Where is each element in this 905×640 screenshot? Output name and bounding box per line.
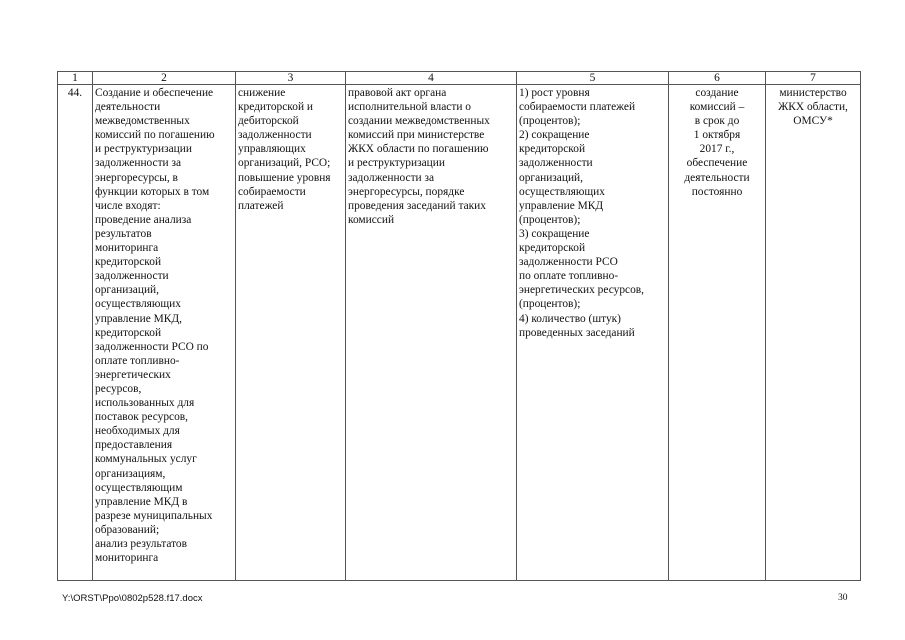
column-number: 1 xyxy=(58,72,93,85)
responsible-cell: министерство ЖКХ области, ОМСУ* xyxy=(766,85,861,581)
indicators-cell: 1) рост уровня собираемости платежей (процентов); 2) сокращение кредиторской задолженности организаций, осуществляющих управление МКД (процентов); 3) сокращение кредиторской задолженности РСО по оплате топливно- энергетических ресурсов, (процентов); 4) количество (штук) проведенных заседаний xyxy=(517,85,669,581)
column-number: 5 xyxy=(517,72,669,85)
column-number: 6 xyxy=(669,72,766,85)
page-number: 30 xyxy=(838,593,848,603)
column-number: 2 xyxy=(93,72,236,85)
column-number: 7 xyxy=(766,72,861,85)
measure-name-cell: Создание и обеспечение деятельности межведомственных комиссий по погашению и реструктуризации задолженности за энергоресурсы, в функции которых в том числе входят: проведение анализа результатов мониторинга кредиторской задолженности организаций, осуществляющих управление МКД, кредиторской задолженности РСО по оплате топливно- энергетических ресурсов, использованных для поставок ресурсов, необходимых для предоставления коммунальных услуг организациям, осуществляющим управление МКД в разрезе муниципальных образований; анализ результатов мониторинга xyxy=(93,85,236,581)
column-number-row xyxy=(58,72,861,85)
goal-cell: снижение кредиторской и дебиторской задолженности управляющих организаций, РСО; повышение уровня собираемости платежей xyxy=(236,85,346,581)
measures-table xyxy=(57,71,861,581)
table-row xyxy=(58,85,861,581)
deadline-cell: создание комиссий – в срок до 1 октября 2017 г., обеспечение деятельности постоянно xyxy=(669,85,766,581)
column-number: 4 xyxy=(346,72,517,85)
result-document-cell: правовой акт органа исполнительной власти о создании межведомственных комиссий при министерстве ЖКХ области по погашению и реструктуризации задолженности за энергоресурсы, порядке проведения заседаний таких комиссий xyxy=(346,85,517,581)
column-number: 3 xyxy=(236,72,346,85)
document-file-path: Y:\ORST\Ppo\0802p528.f17.docx xyxy=(62,593,203,604)
row-number-cell: 44. xyxy=(58,85,93,581)
